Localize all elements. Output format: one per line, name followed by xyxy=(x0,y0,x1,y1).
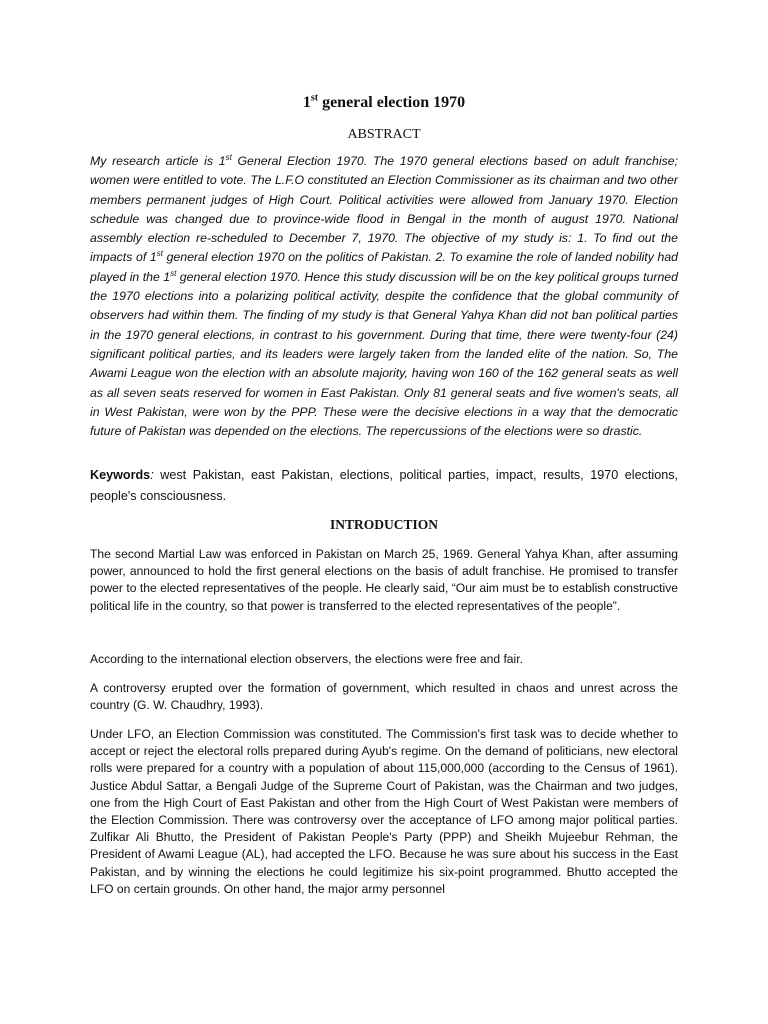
introduction-paragraph: Under LFO, an Election Commission was constituted. The Commission's first task was to decide whether to accept or reject the electoral rolls prepared during Ayub's regime. On the demand of politicians, new electoral rolls were prepared for a country with a population of about 115,000,000 (according to the Census of 1961). Justice Abdul Sattar, a Bengali Judge of the Supreme Court of Pakistan, was the Chairman and two judges, one from the High Court of East Pakistan and other from the High Court of West Pakistan were members of the Election Commission. There was controversy over the acceptance of LFO among major political parties. Zulfikar Ali Bhutto, the President of Pakistan People's Party (PPP) and Sheikh Mujeebur Rehman, the President of Awami League (AL), had accepted the LFO. Because he was sure about his success in the East Pakistan, and by winning the elections he could legitimize his six-point programmed. Bhutto accepted the LFO on certain grounds. On other hand, the major army personnel xyxy=(90,727,678,896)
keywords-colon: : xyxy=(150,468,154,482)
title-text: general election 1970 xyxy=(318,94,466,111)
title-ordinal: 1 xyxy=(302,94,311,111)
abstract-part: general election 1970 on the politics of Pakistan. 2. To examine the role of landed nobility had played in the 1 xyxy=(90,250,679,284)
keywords-label: Keywords xyxy=(90,468,151,482)
abstract-part: General Election 1970. The 1970 general elections based on adult franchise; women were entitled to vote. The L.F.O constituted an Election Commissioner as its chairman and two other members permanent judges of High Court. Political activities were allowed from January 1970. Election schedule was changed due to province-wide flood in Bengal in the month of august 1970. National assembly election re-scheduled to December 7, 1970. The objective of my study is: 1. To find out the impacts of 1 xyxy=(90,154,679,265)
document-title xyxy=(0,93,768,113)
introduction-paragraph: According to the international election observers, the elections were free and fair. xyxy=(90,652,523,666)
title-ordinal-suffix: st xyxy=(310,92,319,104)
introduction-paragraph: A controversy erupted over the formation of government, which resulted in chaos and unrest across the country (G. W. Chaudhry, 1993). xyxy=(90,681,678,713)
abstract-text xyxy=(90,152,678,441)
abstract-ordinal-suffix: st xyxy=(156,249,163,259)
keywords-list: west Pakistan, east Pakistan, elections, political parties, impact, results, 1970 elections, people's consciousness. xyxy=(90,468,678,503)
keywords-line xyxy=(90,465,678,507)
introduction-paragraph: The second Martial Law was enforced in Pakistan on March 25, 1969. General Yahya Khan, after assuming power, announced to hold the first general elections on the basis of adult franchise. He promised to transfer power to the elected representatives of the people. He clearly said, “Our aim must be to establish constructive political life in the country, so that power is transferred to the elected representatives of the people”. xyxy=(90,547,678,613)
abstract-ordinal-suffix: st xyxy=(170,268,177,278)
abstract-heading: ABSTRACT xyxy=(347,127,421,142)
abstract-ordinal-suffix: st xyxy=(225,152,232,162)
abstract-part: My research article is 1 xyxy=(90,154,226,168)
introduction-heading: INTRODUCTION xyxy=(329,517,438,532)
abstract-part: general election 1970. Hence this study discussion will be on the key political groups turned the 1970 elections into a polarizing political activity, despite the confidence that the global community of observers had within them. The finding of my study is that General Yahya Khan did not ban political parties in the 1970 general elections, in contrast to his government. During that time, there were twenty-four (24) significant political parties, and its leaders were largely taken from the landed elite of the nation. So, The Awami League won the election with an absolute majority, having won 160 of the 162 general seats as well as all seven seats reserved for women in East Pakistan. Only 81 general seats and five women's seats, all in West Pakistan, were won by the PPP. These were the decisive elections in a way that the democratic future of Pakistan was depended on the elections. The repercussions of the elections were so drastic. xyxy=(90,269,678,439)
